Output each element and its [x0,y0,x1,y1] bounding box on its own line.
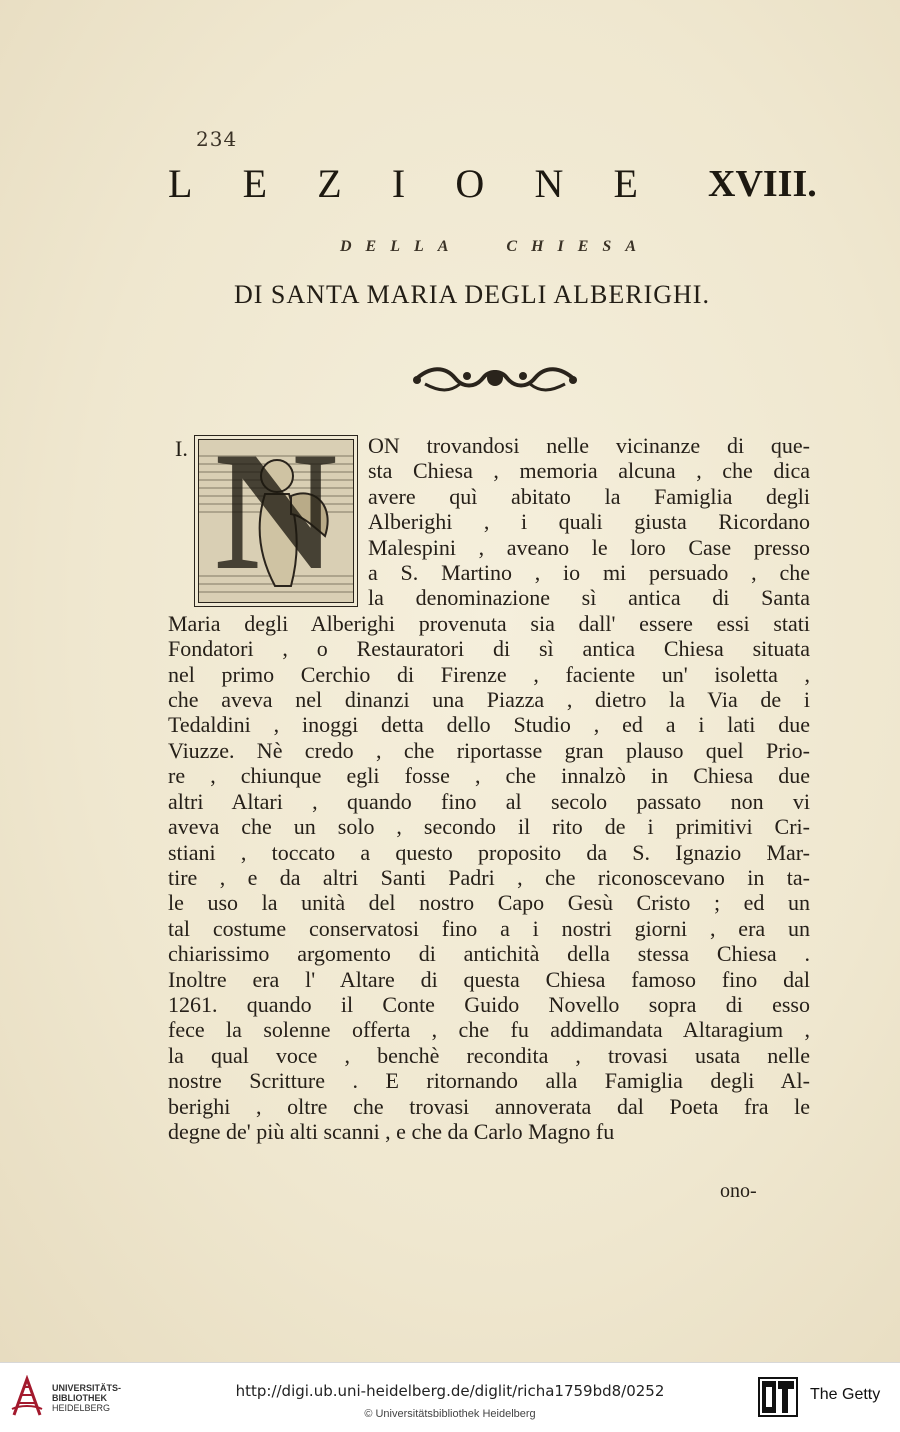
text-line: nel primo Cerchio di Firenze , faciente un' isoletta , [168,661,810,687]
text-line: altri Altari , quando fino al secolo passato non vi [168,788,810,814]
chapter-letter: E [613,161,638,206]
partner-name: The Getty [810,1386,881,1403]
chapter-letter: L [168,161,193,206]
chapter-letter: O [455,161,485,206]
chapter-heading [168,160,828,210]
text-line: Inoltre era l' Altare di questa Chiesa famoso fino dal [168,966,810,992]
copyright-notice: © Universitätsbibliothek Heidelberg [364,1408,536,1420]
chapter-word [168,160,638,207]
text-line: 1261. quando il Conte Guido Novello sopra di esso [168,991,810,1017]
text-line: re , chiunque egli fosse , che innalzò in Chiesa due [168,763,810,789]
body-text [168,433,810,1144]
subtitle-word: DELLA [340,238,463,255]
text-line: chiarissimo argomento di antichità della stessa Chiesa . [168,941,810,967]
text-line: fece la solenne offerta , che fu addimandata Altaragium , [168,1017,810,1043]
text-line: tire , e da altri Santi Padri , che riconoscevano in ta- [168,864,810,890]
text-line: tal costume conservatosi fino a i nostri giorni , era un [168,915,810,941]
text-line: Fondatori , o Restauratori di sì antica Chiesa situata [168,636,810,662]
chapter-numeral: XVIII. [708,163,817,205]
text-line: Viuzze. Nè credo , che riportasse gran plauso quel Prio- [168,737,810,763]
initial-letter: N [214,435,338,605]
chapter-letter: N [534,161,564,206]
text-line: nostre Scritture . E ritornando alla Famiglia degli Al- [168,1068,810,1094]
text-line: Maria degli Alberighi provenuta sia dall' essere essi stati [168,610,810,636]
library-name-line: HEIDELBERG [52,1403,111,1413]
text-line: stiani , toccato a questo proposito da S. Ignazio Mar- [168,839,810,865]
text-line: Malespini , aveano le loro Case presso [368,534,810,560]
library-name-line: UNIVERSITÄTS- [52,1383,122,1393]
text-line: ON trovandosi nelle vicinanze di que- [368,433,810,458]
paragraph-number: I. [175,436,188,461]
text-line: Alberighi , i quali giusta Ricordano [368,509,810,535]
subtitle-word: CHIESA [506,238,650,255]
permalink-url[interactable]: http://digi.ub.uni-heidelberg.de/diglit/richa1759bd8/0252 [235,1382,665,1400]
page-number: 234 [196,127,238,151]
subtitle-main: DI SANTA MARIA DEGLI ALBERIGHI. [234,280,710,309]
chapter-letter: E [242,161,268,206]
ornament-icon [405,358,585,398]
text-line: avere quì abitato la Famiglia degli [368,483,810,509]
text-line: le uso la unità del nostro Capo Gesù Cristo ; ed un [168,890,810,916]
text-line: berighi , oltre che trovasi annoverata dal Poeta fra le [168,1093,810,1119]
library-name-line: BIBLIOTHEK [52,1393,107,1403]
getty-logo-icon[interactable] [758,1377,798,1417]
text-line: degne de' più alti scanni , e che da Carlo Magno fu [168,1118,615,1144]
subtitle-italic [340,238,650,256]
text-line: la denominazione sì antica di Santa [368,585,810,611]
catchword: ono- [720,1180,757,1202]
text-line: sta Chiesa , memoria alcuna , che dica [368,458,810,484]
text-line: a S. Martino , io mi persuado , che [368,560,810,586]
viewer-footer [0,1362,900,1432]
chapter-letter: Z [317,161,342,206]
text-line: Tedaldini , inoggi detta dello Studio , ed a i lati due [168,712,810,738]
text-line: la qual voce , benchè recondita , trovasi usata nelle [168,1042,810,1068]
text-line: aveva che un solo , secondo il rito de i primitivi Cri- [168,814,810,840]
text-line: che aveva nel dinanzi una Piazza , dietro la Via de i [168,687,810,713]
chapter-letter: I [391,161,406,206]
